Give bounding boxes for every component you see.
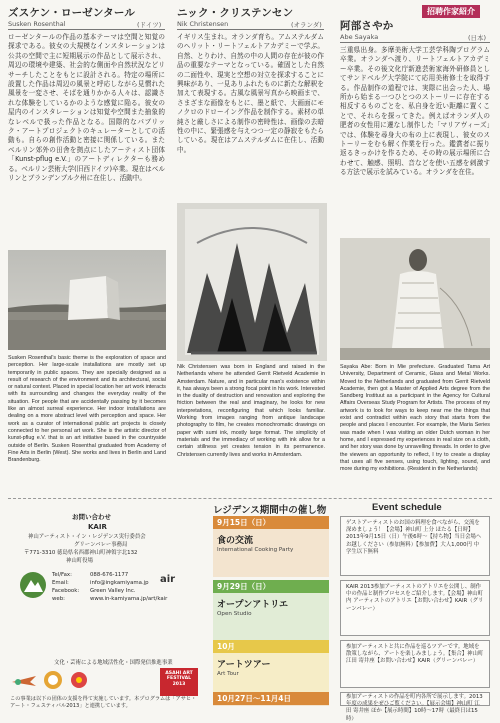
name-underline bbox=[177, 29, 324, 30]
event-detail-art-tour bbox=[340, 640, 490, 688]
mountain-icon bbox=[20, 572, 46, 598]
artist-bio-en-christensen bbox=[177, 364, 325, 484]
artist-bio-en-rosenthal bbox=[8, 355, 166, 505]
contact-address: 〒771-3310 徳島県名西郡神山町神領字北132 bbox=[24, 550, 138, 556]
email-value[interactable]: info@ingkamiyama.jp bbox=[90, 580, 149, 586]
contact-panel bbox=[10, 512, 198, 709]
event-detail-open-studio bbox=[340, 580, 490, 636]
sponsor-logo-airplane bbox=[10, 670, 38, 690]
asahi-logo-text: ASAHI ART FESTIVAL 2013 bbox=[165, 671, 193, 687]
event-title: オープンアトリエ bbox=[217, 600, 289, 610]
web-value[interactable]: www.in-kamiyama.jp/art/kair bbox=[90, 596, 168, 602]
event-subtitle: Art Tour bbox=[217, 671, 239, 677]
artist-name-christensen: ニック・クリステンセン bbox=[177, 7, 294, 19]
event-title: 食の交流 bbox=[217, 536, 254, 546]
artist-name-en-abe: Abe Sayaka bbox=[340, 33, 379, 41]
flower-icon bbox=[68, 670, 90, 690]
bio-en-text: Sayaka Abe: Born in Mie prefecture. Graduated Tama Art University, Department of Ceramic, Glass and Metal Works. Moved to the Netherlands and graduated from Gerrit Rietveld Academie, then got a Master of Applied Arts degree from the Sandberg Instituut as a participant in the Agency for Cultural Affairs Overseas Study Program for Artists. The process of my artwork is to look for ways to keep near me the things that exist and contradict within each story that starts from the people and places I encounter. For example, the Maria Series was made when I was visiting an older Dutch woman in her home, and I expressed my experiences in real size on a cloth, and her story was done by unravelling threads. In order to give the viewers an opportunity to reflect, I try to create a display that uses all five senses, using touch, lighting, sound, and more during my exhibitions. (Resident in the Netherlands) bbox=[340, 364, 490, 473]
event-subtitle: Open Studio bbox=[217, 611, 252, 617]
event-date: 9月29日（日） bbox=[213, 580, 329, 593]
installation-landscape-image bbox=[8, 250, 166, 350]
contact-address2: 神山町役場 bbox=[66, 558, 93, 564]
sponsor-logo-circle bbox=[42, 670, 64, 690]
artwork-photo-rosenthal bbox=[8, 250, 166, 350]
artist-bio-jp-christensen: イギリス生まれ。オランダ育ち。アムステルダムのヘリット・リートフェルトアカデミーで学ぶ。自然、とりわけ、自然の中の人間の存在が彼の作品の重要なテーマとなっている。確固とした自然の二面性や、現実と空想の対立を探求することに興味があり、一見ありふれたものに新たな解釈を加えて表現する。古風な風景写真から映画まで、さまざまな画像をもとに、墨と紙で、大画面にモノクロのドローイング作品を制作する。素材の単純さと厳しさによる制作の密時性は、画像の去暗性の中に、緊張感を与えつつ一定の静寂をもたらしている。現在はアムステルダムに在住し、活動中。 bbox=[177, 33, 324, 154]
name-underline bbox=[8, 29, 165, 30]
facebook-label: Facebook: bbox=[52, 588, 80, 594]
section-badge: 招聘作家紹介 bbox=[422, 5, 480, 18]
artist-name-en-rosenthal: Susken Rosenthal bbox=[8, 20, 66, 28]
tel-value[interactable]: 088-676-1177 bbox=[90, 572, 129, 578]
event-title: アートツアー bbox=[217, 660, 271, 670]
contact-heading: お問い合わせ bbox=[72, 513, 111, 521]
asahi-art-festival-logo bbox=[160, 668, 198, 696]
ink-drawing-image bbox=[177, 203, 327, 361]
event-detail-text: 参加アーティストと共に作品を巡るツアーです。地域を散策しながら、アートを楽しみましょう。【集合】神山町 江田 寄井座【お問い合わせ】KAIR（グリーンバレー） bbox=[346, 644, 484, 665]
funding-label: 文化・芸術による地域活性化・国際発信推進事業 bbox=[54, 660, 173, 666]
artist-name-rosenthal: ズスケン・ローゼンタール bbox=[8, 7, 136, 19]
section-divider bbox=[8, 498, 492, 499]
event-detail-text: 参加アーティストの作品を町内各所で展示します。2013年度の成果をぜひご覧ください。【展示会場】神山町 江田 寄井座 ほか【展示時間】10時～17時（最終日は15時） bbox=[346, 694, 483, 722]
email-label: Email: bbox=[52, 580, 69, 586]
kair-logo bbox=[160, 574, 175, 585]
event-card-exhibition[interactable] bbox=[213, 692, 329, 706]
event-detail-text: KAIR 2013参加アーティストのアトリエを公開し、制作中の作品と制作プロセスをご紹介します。【会場】神山町内 アーティストのアトリエ【お問い合わせ】KAIR（グリーンバレー） bbox=[346, 584, 484, 612]
event-card-cooking[interactable] bbox=[213, 516, 329, 577]
event-detail-cooking bbox=[340, 516, 490, 576]
web-label: web: bbox=[52, 596, 65, 602]
artist-bio-jp-abe: 三重県出身。多摩美術大学工芸学科陶プログラム卒業。オランダへ渡り、リートフェルトアカデミー卒業。その後文化庁新進芸術家海外研修員としてサンドベルグ大学院にて応用美術修士を取得する。作品制作の道程では、実際に出会った人、場所から始まる一つひとつのストーリーに存在する相反するものごとを、私自身を近い距離に置くことで、それらを探ってきた。例えばオランダ人の肥者の女性用に遷なし制作した「マリアヴィーズ」では、体験を尋身大の布の上に表現し、彼女のストーリーをむも解く作業を行った。鑑賞者に振り返るきっかけを作るため、その時の展示場所に合わせて、触感、照明、音などを使い五感を刺激する方法で展示を試みている。オランダを在住。 bbox=[340, 46, 490, 177]
event-detail-text: ゲストアーティストのお国の料理を食べながら、交流を深めましょう！【会場】神山町 上分 ほたる【日時】2013年9月15日（日）午後6時～【持ち物】当日会場へお越しください（参加無料）【参加費】大人1,000円 中学生以下無料 bbox=[346, 520, 482, 555]
airplane-icon bbox=[10, 670, 38, 690]
name-underline bbox=[340, 42, 490, 43]
sponsor-logo-flower bbox=[68, 670, 90, 690]
event-card-open-studio[interactable] bbox=[213, 580, 329, 641]
event-date: 10月27日～11月4日 bbox=[213, 692, 329, 705]
events-heading: レジデンス期間中の催し物 bbox=[213, 505, 327, 516]
artist-bio-en-abe bbox=[340, 364, 490, 490]
bio-en-text: Susken Rosenthal's basic theme is the exploration of space and perception. Her large-scale installations are mostly set up temporarily in public spaces. They are specially designed as a result of research of the environment and its architectural, social or natural context. Placed in special location her art work interacts with its surrounding and changes the everyday reality of the situation. For people that are accidentally passing by it becomes like an almost surreal experience. Her indoor installations are dealing on a more abstract level with perception and space. Her work as a curator of international public art projects is closely connected to her personal art work. She is the artistic director of kunst-pflug e.V. that is an art initiative based in the countryside outside of Berlin. Susken Rosenthal graduated from Academy of Fine Arts in Berlin (West). She works and lives in Berlin and Land Brandenburg. bbox=[8, 355, 166, 464]
contact-org: KAIR bbox=[88, 523, 107, 531]
tel-label: Tel/Fax: bbox=[52, 572, 72, 578]
kair-logo-text: air bbox=[160, 574, 176, 585]
artist-country-christensen: (オランダ) bbox=[291, 21, 322, 29]
facebook-value[interactable]: Green Valley Inc. bbox=[90, 588, 136, 594]
artist-name-abe: 阿部さやか bbox=[340, 20, 394, 32]
textile-artwork-image bbox=[340, 238, 490, 360]
event-card-art-tour[interactable] bbox=[213, 640, 329, 692]
artwork-photo-christensen bbox=[177, 203, 327, 361]
bio-en-text: Nik Christensen was born in England and raised in the Netherlands where he attended Gerrit Rietveld Academie in Amsterdam. Nature, and in particular man's existence within it, has always been a strong focal point in his work. Interested in the duality of destruction and renovation and exploring the friction between the real and imaginary, he looks for new interpretations, reconfiguring that which looks familiar. Working from images ranging from antique landscape photography to film, he creates monochromatic drawings on paper with sumi ink, mostly large format. The simplicity of materials and the immediacy of working with ink allow for a certain stillness yet creates tension in its permanence. Christensen currently lives and works in Amsterdam. bbox=[177, 364, 325, 458]
artist-bio-jp-rosenthal: ローゼンタールの作品の基本テーマは空間と知覚の探求である。彼女の大規模なインスタレーションは公共の空間で主に短期展示の作品として展示され、周辺の環境や建築、社会的な側面や自然状況などリサーチしたことをもとに設計される。特定の場所に設置した作品は周辺の風景と呼応しながら見慣れた風景を一変させ、そばを通りかかる人々は、認識されな体験をしているかのような感覚に陥る。彼女の屋内のインスタレーションは知覚や空間また抽象的なレベルで扱った作品となる。国際的なパブリック・アートプロジェクトのキュレーターとしての活動も。自らの創作活動と密接に関係している。またベルリン郊外の田舎を拠点にしたアーティスト団体「Kunst-pflug e.V.」のアートディレクターも務める。ベルリン芸術大学(旧西ドイツ)卒業。現在はベルリンとブランデンブルク州に在住し、活動中。 bbox=[8, 33, 165, 183]
artist-country-rosenthal: (ドイツ) bbox=[137, 21, 162, 29]
sponsor-footnote: この事業は以下の団体の支援を得て実施しています。本プログラムは「アサヒ・アート・フェスティバル2013」と連携しています。 bbox=[10, 696, 197, 709]
artist-country-abe: (日本) bbox=[468, 34, 487, 42]
contact-org-full: 神山アーティスト・イン・レジデンス実行委員会 bbox=[28, 534, 146, 540]
event-schedule-heading: Event schedule bbox=[372, 502, 442, 513]
event-date: 10月 bbox=[213, 640, 329, 653]
emblem-icon bbox=[42, 670, 64, 690]
event-detail-exhibition bbox=[340, 692, 490, 722]
event-date: 9月15日（日） bbox=[213, 516, 329, 529]
kamiyama-logo bbox=[20, 572, 46, 598]
contact-office: グリーンバレー事務局 bbox=[74, 542, 128, 548]
artist-name-en-christensen: Nik Christensen bbox=[177, 20, 229, 28]
event-subtitle: International Cooking Party bbox=[217, 547, 294, 553]
artwork-photo-abe bbox=[340, 238, 490, 360]
